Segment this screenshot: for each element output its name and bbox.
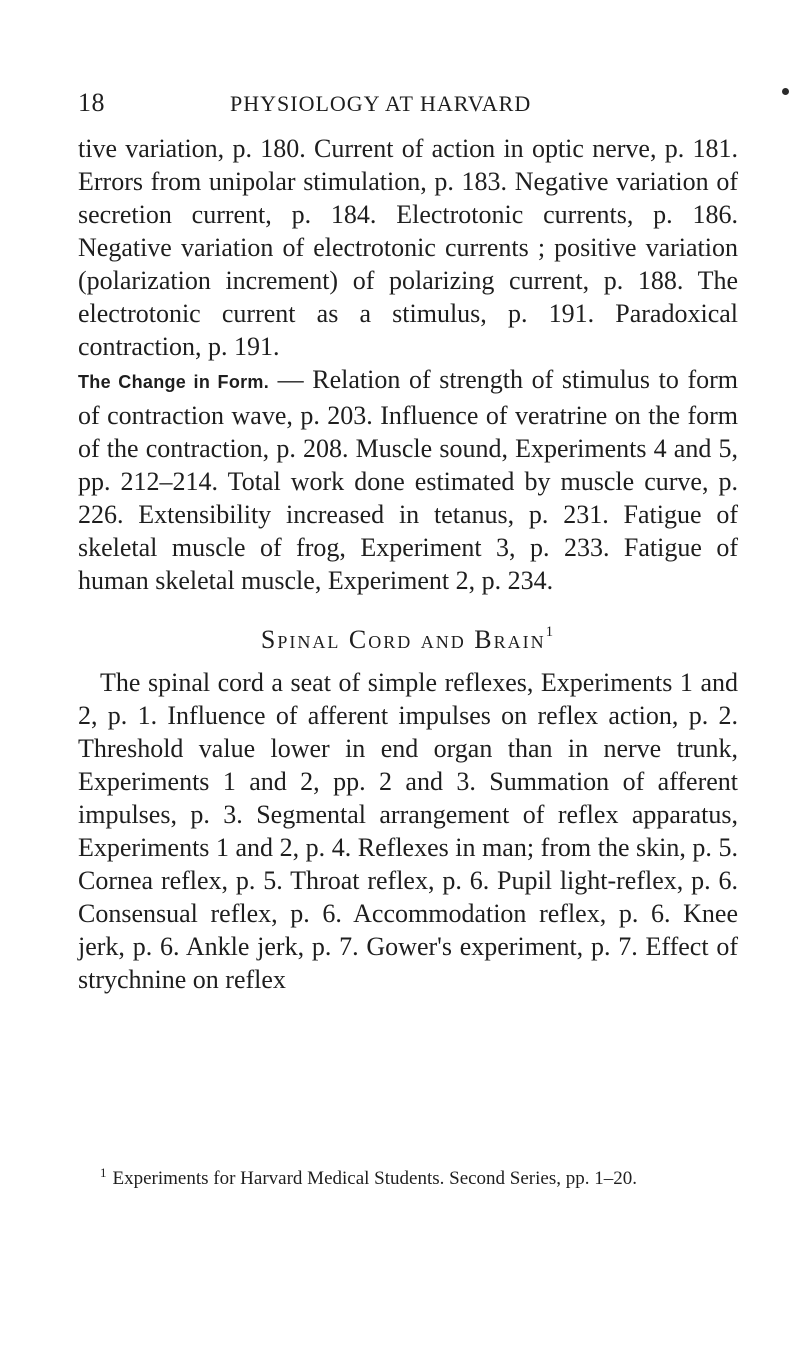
section-heading (78, 623, 738, 656)
change-in-form-paragraph (78, 363, 738, 597)
change-in-form-heading: The Change in Form. (78, 372, 270, 392)
footnote (78, 1166, 738, 1191)
section-title: Spinal Cord and Brain (260, 625, 546, 654)
footnote-text: Experiments for Harvard Medical Students. Second Series, pp. 1–20. (112, 1168, 637, 1189)
page-number: 18 (78, 88, 105, 117)
footnote-marker: 1 (100, 1165, 107, 1180)
page-body (78, 132, 738, 996)
change-in-form-text: — Relation of strength of stimulus to form of contraction wave, p. 203. Influence of veratrine on the form of the contraction, p. 208. Muscle sound, Experiments 4 and 5, pp. 212–214. Total work done estimated by muscle curve, p. 226. Extensibility increased in tetanus, p. 231. Fatigue of skeletal muscle of frog, Experiment 3, p. 233. Fatigue of human skeletal muscle, Experiment 2, p. 234. (78, 365, 738, 595)
running-head (78, 88, 738, 122)
intro-paragraph: tive variation, p. 180. Current of action in optic nerve, p. 181. Errors from unipolar stimulation, p. 183. Negative variation of secretion current, p. 184. Electrotonic currents, p. 186. Negative variation of electrotonic currents ; positive variation (polarization increment) of polarizing current, p. 188. The electrotonic current as a stimulus, p. 191. Paradoxical contraction, p. 191. (78, 134, 738, 361)
running-head-title: PHYSIOLOGY AT HARVARD (230, 91, 532, 116)
spinal-cord-paragraph: The spinal cord a seat of simple reflexes, Experiments 1 and 2, p. 1. Influence of afferent impulses on reflex action, p. 2. Threshold value lower in end organ than in nerve trunk, Experiments 1 and 2, pp. 2 and 3. Summation of afferent impulses, p. 3. Segmental arrangement of reflex apparatus, Experiments 1 and 2, p. 4. Reflexes in man; from the skin, p. 5. Cornea reflex, p. 5. Throat reflex, p. 6. Pupil light-reflex, p. 6. Consensual reflex, p. 6. Accommodation reflex, p. 6. Knee jerk, p. 6. Ankle jerk, p. 7. Gower's experiment, p. 7. Effect of strychnine on reflex (78, 668, 738, 994)
print-speck (782, 88, 789, 95)
footnote-reference: 1 (545, 624, 556, 640)
